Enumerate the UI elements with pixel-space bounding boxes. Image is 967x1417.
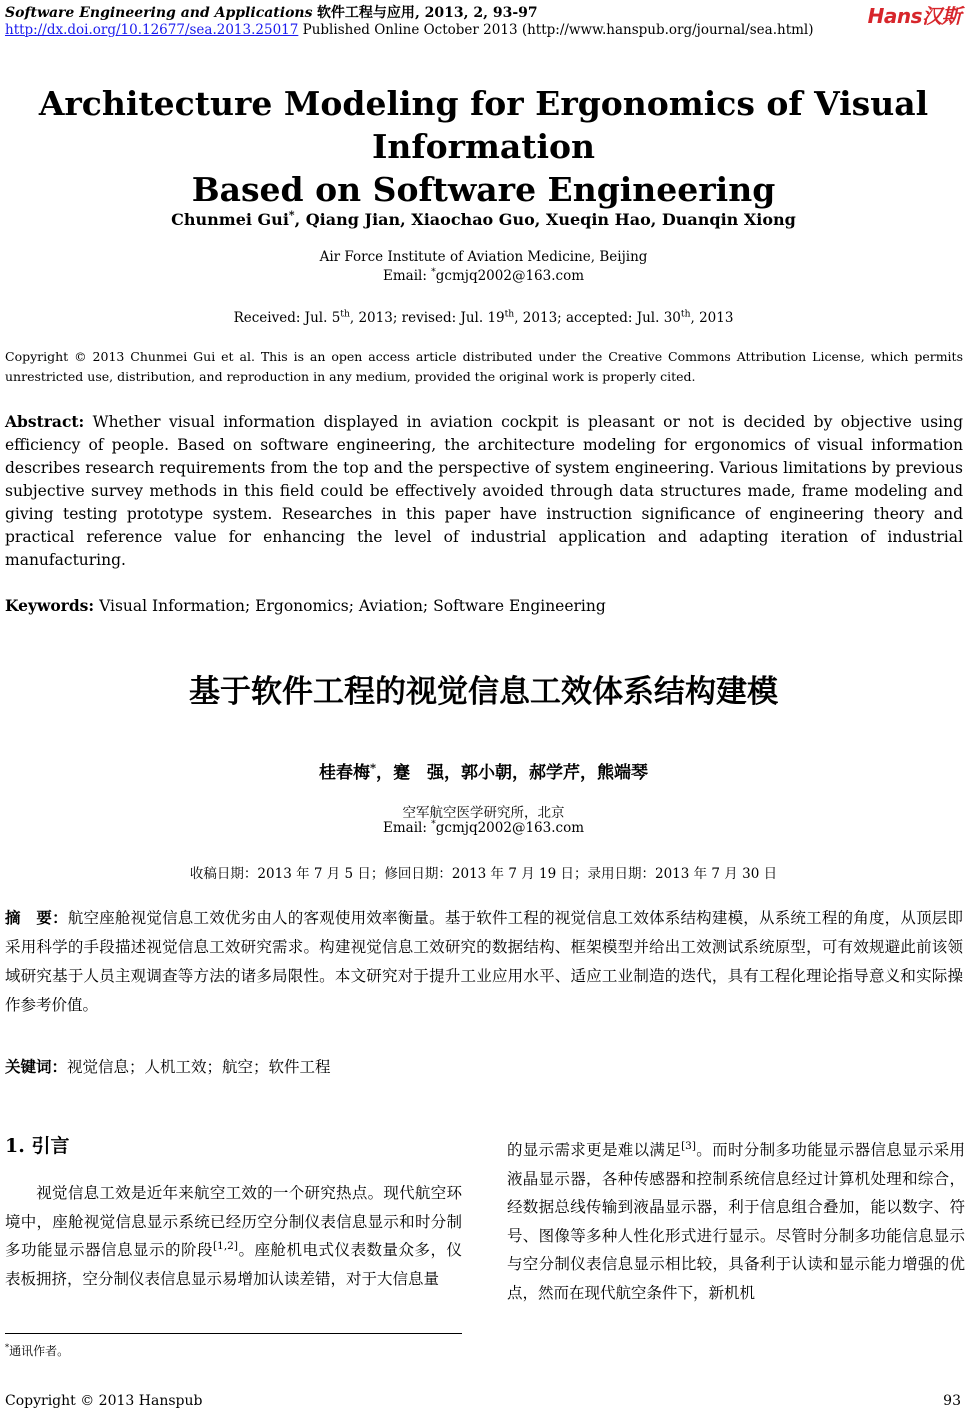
copyright-notice: Copyright © 2013 Chunmei Gui et al. This is an open access article distributed under the Creative Commons Attribution License, which permits unrestricted use, distribution, and reproduction in any medium, provided the original work is properly cited. — [5, 349, 963, 384]
doi-line — [5, 22, 814, 38]
publisher-logo: Hans汉斯 — [867, 4, 961, 28]
abstract-cn — [5, 904, 963, 1020]
running-header — [5, 2, 538, 22]
email-en: Email: *gcmjq2002@163.com — [382, 266, 585, 284]
keywords-cn — [5, 1053, 963, 1082]
keywords-text-cn: 视觉信息；人机工效；航空；软件工程 — [67, 1058, 331, 1076]
intro-right-text-2: 。而时分制多功能显示器信息显示采用液晶显示器，各种传感器和控制系统信息经过计算机处理和综合，经数据总线传输到液晶显示器，利于信息组合叠加，能以数字、符号、图像等多种人性化形式进行显示。尽管时分制多功能信息显示与空分制仪表信息显示相比较，具备利于认读和显示能力增强的优点，然而在现代航空条件下，新机机 — [507, 1141, 965, 1302]
volume-info: , 2013, 2, 93-97 — [414, 5, 538, 21]
abstract-text-en: Whether visual information displayed in aviation cockpit is pleasant or not is decided by objective using efficiency of people. Based on software engineering, the architecture modeling for ergonomics of visual information describes research requirements from the top and the perspective of system engineering. Various limitations by previous subjective survey methods in this field could be effectively avoided through data structures made, frame modeling and giving testing prototype system. Researches in this paper have instruction significance of engineering theory and practical reference value for enhancing the level of industrial application and adapting iteration of industrial manufacturing. — [5, 413, 963, 569]
footnote-divider — [5, 1333, 462, 1334]
title-en-line-2: Based on Software Engineering — [191, 170, 776, 209]
email-address-en: gcmjq2002@163.com — [435, 268, 585, 284]
keywords-text-en: Visual Information; Ergonomics; Aviation; Software Engineering — [94, 597, 606, 615]
paper-title-en — [0, 82, 967, 211]
dates-cn: 收稿日期：2013 年 7 月 5 日；修回日期：2013 年 7 月 19 日；录用日期：2013 年 7 月 30 日 — [189, 866, 778, 882]
keywords-label-cn: 关键词： — [5, 1058, 68, 1076]
corresponding-mark: * — [288, 208, 295, 222]
abstract-en — [5, 410, 963, 572]
author-first-cn: 桂春梅 — [318, 763, 370, 783]
authors-rest-en: , Qiang Jian, Xiaochao Guo, Xueqin Hao, Duanqin Xiong — [294, 210, 796, 229]
intro-right-text-1: 的显示需求更是难以满足 — [507, 1141, 682, 1159]
authors-cn: 桂春梅*，蹇 强，郭小朝，郝学芹，熊端琴 — [318, 760, 649, 783]
footnote: *通讯作者。 — [5, 1342, 70, 1358]
keywords-en — [5, 594, 963, 618]
email-cn: Email: *gcmjq2002@163.com — [382, 818, 585, 836]
abstract-text-cn: 航空座舱视觉信息工效优劣由人的客观使用效率衡量。基于软件工程的视觉信息工效体系结构建模，从系统工程的角度，从顶层即采用科学的手段描述视觉信息工效研究需求。构建视觉信息工效研究的数据结构、框架模型并给出工效测试系统原型，可有效规避此前该领域研究基于人员主观调查等方法的诸多局限性。本文研究对于提升工业应用水平、适应工业制造的迭代，具有工程化理论指导意义和实际操作参考价值。 — [5, 909, 963, 1014]
abstract-label-en: Abstract: — [5, 412, 85, 431]
citation-ref: [1,2] — [213, 1239, 238, 1252]
affiliation-cn: 空军航空医学研究所，北京 — [402, 805, 565, 821]
journal-name-cn: 软件工程与应用 — [316, 5, 415, 21]
citation-ref: [3] — [681, 1139, 696, 1152]
affiliation-en: Air Force Institute of Aviation Medicine, Beijing — [319, 249, 648, 265]
intro-right-column — [507, 1136, 965, 1307]
doi-link[interactable]: http://dx.doi.org/10.12677/sea.2013.25017 — [5, 22, 299, 38]
email-address-cn: gcmjq2002@163.com — [435, 820, 585, 836]
paper-title-cn: 基于软件工程的视觉信息工效体系结构建模 — [189, 674, 778, 710]
abstract-label-cn: 摘 要： — [5, 909, 68, 927]
journal-name-en: Software Engineering and Applications — [5, 5, 313, 21]
authors-en — [0, 210, 967, 229]
published-info: Published Online October 2013 (http://www.hanspub.org/journal/sea.html) — [302, 22, 814, 38]
footer-copyright: Copyright © 2013 Hanspub — [5, 1393, 203, 1409]
intro-left-text-2: 。座舱机电式仪表数量众多，仪表板拥挤，空分制仪表信息显示易增加认读差错，对于大信息量 — [5, 1241, 462, 1288]
author-first-en: Chunmei Gui — [171, 210, 289, 229]
dates-en: Received: Jul. 5th, 2013; revised: Jul. 19th, 2013; accepted: Jul. 30th, 2013 — [233, 308, 734, 326]
section-heading-intro: 1. 引言 — [5, 1135, 70, 1157]
keywords-label-en: Keywords: — [5, 596, 95, 615]
page-number: 93 — [943, 1393, 961, 1409]
authors-rest-cn: ，蹇 强，郭小朝，郝学芹，熊端琴 — [376, 763, 649, 783]
title-en-line-1: Architecture Modeling for Ergonomics of Visual Information — [38, 84, 929, 166]
intro-left-text-1: 视觉信息工效是近年来航空工效的一个研究热点。现代航空环境中，座舱视觉信息显示系统已经历空分制仪表信息显示和时分制多功能显示器信息显示的阶段 — [5, 1184, 462, 1259]
intro-left-column — [5, 1179, 462, 1293]
footnote-text: 通讯作者。 — [9, 1344, 70, 1358]
